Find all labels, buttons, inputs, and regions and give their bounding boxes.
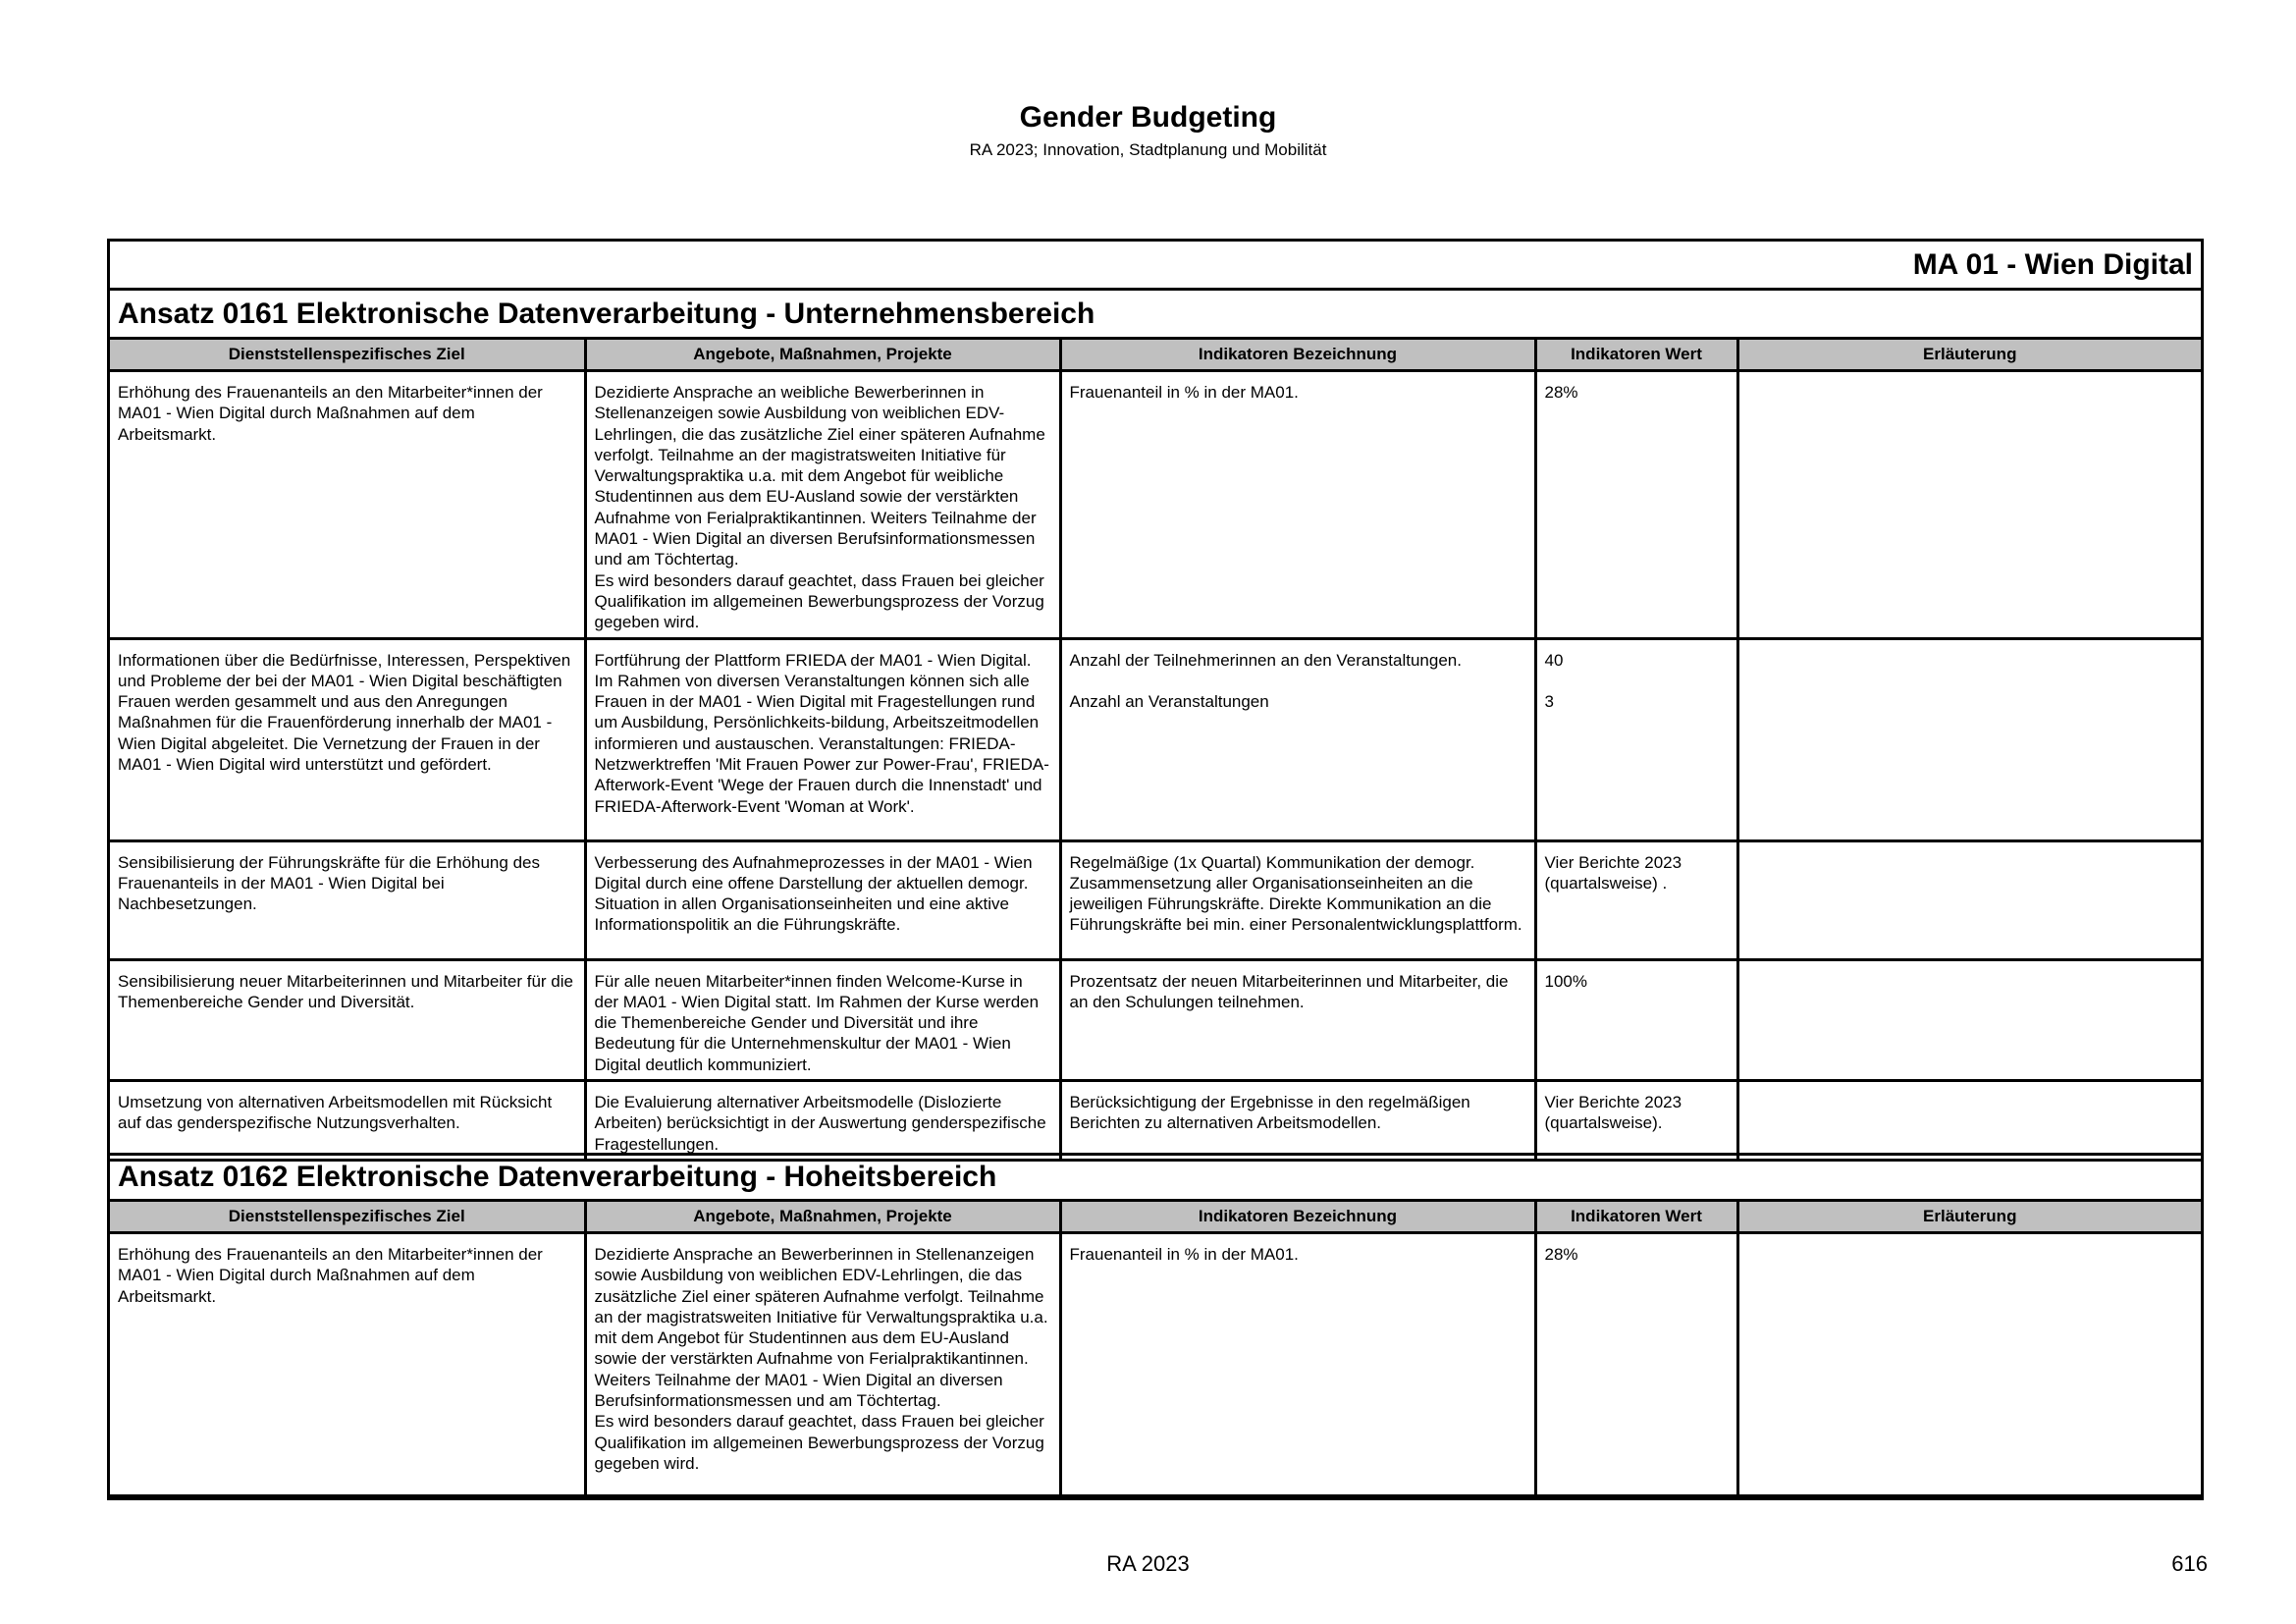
table-row xyxy=(110,638,2201,840)
wert-cell: Vier Berichte 2023 (quartalsweise). xyxy=(1535,1081,1737,1161)
column-header: Dienststellenspezifisches Ziel xyxy=(110,1202,585,1233)
page-title: Gender Budgeting xyxy=(1019,101,1277,134)
table-row xyxy=(110,1233,2201,1496)
indikator-cell: Anzahl der Teilnehmerinnen an den Veranstaltungen. Anzahl an Veranstaltungen xyxy=(1060,638,1535,840)
section-title: Ansatz 0161 Elektronische Datenverarbeitung - Unternehmensbereich xyxy=(110,291,2201,340)
erlaeuterung-cell xyxy=(1737,1081,2201,1161)
ziel-cell: Sensibilisierung neuer Mitarbeiterinnen und Mitarbeiter für die Themenbereiche Gender und Diversität. xyxy=(110,959,585,1080)
table-header-row xyxy=(110,340,2201,371)
wert-cell: 28% xyxy=(1535,371,1737,639)
section-0161 xyxy=(107,239,2204,1162)
gender-budget-table xyxy=(110,1202,2201,1497)
section-title: Ansatz 0162 Elektronische Datenverarbeitung - Hoheitsbereich xyxy=(110,1153,2201,1202)
department-title: MA 01 - Wien Digital xyxy=(110,242,2201,291)
ziel-cell: Erhöhung des Frauenanteils an den Mitarbeiter*innen der MA01 - Wien Digital durch Maßnahmen auf dem Arbeitsmarkt. xyxy=(110,1233,585,1496)
indikator-cell: Prozentsatz der neuen Mitarbeiterinnen und Mitarbeiter, die an den Schulungen teilnehmen. xyxy=(1060,959,1535,1080)
table-row xyxy=(110,371,2201,639)
erlaeuterung-cell xyxy=(1737,1233,2201,1496)
table-row xyxy=(110,959,2201,1080)
wert-cell: 28% xyxy=(1535,1233,1737,1496)
page-number: 616 xyxy=(2171,1551,2208,1576)
massnahmen-cell: Verbesserung des Aufnahmeprozesses in der MA01 - Wien Digital durch eine offene Darstellung der aktuellen demogr. Situation in allen Organisationseinheiten und eine aktive Informationspolitik an die Führungskräfte. xyxy=(585,840,1060,959)
indikator-cell: Frauenanteil in % in der MA01. xyxy=(1060,1233,1535,1496)
footer-label: RA 2023 xyxy=(1106,1551,1190,1576)
erlaeuterung-cell xyxy=(1737,638,2201,840)
wert-cell: 100% xyxy=(1535,959,1737,1080)
ziel-cell: Erhöhung des Frauenanteils an den Mitarbeiter*innen der MA01 - Wien Digital durch Maßnahmen auf dem Arbeitsmarkt. xyxy=(110,371,585,639)
indikator-cell: Berücksichtigung der Ergebnisse in den regelmäßigen Berichten zu alternativen Arbeitsmodellen. xyxy=(1060,1081,1535,1161)
ziel-cell: Umsetzung von alternativen Arbeitsmodellen mit Rücksicht auf das genderspezifische Nutzungsverhalten. xyxy=(110,1081,585,1161)
section-0162 xyxy=(107,1153,2204,1500)
massnahmen-cell: Dezidierte Ansprache an weibliche Bewerberinnen in Stellenanzeigen sowie Ausbildung von weiblichen EDV-Lehrlingen, die das zusätzliche Ziel einer späteren Aufnahme verfolgt. Teilnahme an der magistratsweiten Initiative für Verwaltungspraktika u.a. mit dem Angebot für weibliche Studentinnen aus dem EU-Ausland sowie der verstärkten Aufnahme von Ferialpraktikantinnen. Weiters Teilnahme der MA01 - Wien Digital an diversen Berufsinformationsmessen und am Töchtertag. Es wird besonders darauf geachtet, dass Frauen bei gleicher Qualifikation im allgemeinen Bewerbungsprozess der Vorzug gegeben wird. xyxy=(585,371,1060,639)
indikator-cell: Frauenanteil in % in der MA01. xyxy=(1060,371,1535,639)
massnahmen-cell: Fortführung der Plattform FRIEDA der MA01 - Wien Digital. Im Rahmen von diversen Veranstaltungen können sich alle Frauen in der MA01 - Wien Digital mit Fragestellungen rund um Ausbildung, Persönlichkeits-bildung, Arbeitszeitmodellen informieren und austauschen. Veranstaltungen: FRIEDA-Netzwerktreffen 'Mit Frauen Power zur Power-Frau', FRIEDA-Afterwork-Event 'Wege der Frauen durch die Innenstadt' und FRIEDA-Afterwork-Event 'Woman at Work'. xyxy=(585,638,1060,840)
column-header: Angebote, Maßnahmen, Projekte xyxy=(585,340,1060,371)
column-header: Indikatoren Bezeichnung xyxy=(1060,1202,1535,1233)
ziel-cell: Sensibilisierung der Führungskräfte für die Erhöhung des Frauenanteils in der MA01 - Wien Digital bei Nachbesetzungen. xyxy=(110,840,585,959)
table-row xyxy=(110,840,2201,959)
column-header: Dienststellenspezifisches Ziel xyxy=(110,340,585,371)
massnahmen-cell: Für alle neuen Mitarbeiter*innen finden Welcome-Kurse in der MA01 - Wien Digital statt. Im Rahmen der Kurse werden die Themenbereiche Gender und Diversität und ihre Bedeutung für die Unternehmenskultur der MA01 - Wien Digital deutlich kommuniziert. xyxy=(585,959,1060,1080)
gender-budget-table xyxy=(110,340,2201,1162)
column-header: Erläuterung xyxy=(1737,1202,2201,1233)
table-header-row xyxy=(110,1202,2201,1233)
column-header: Indikatoren Bezeichnung xyxy=(1060,340,1535,371)
indikator-cell: Regelmäßige (1x Quartal) Kommunikation der demogr. Zusammensetzung aller Organisationseinheiten an die jeweiligen Führungskräfte. Direkte Kommunikation an die Führungskräfte bei min. einer Personalentwicklungsplattform. xyxy=(1060,840,1535,959)
column-header: Erläuterung xyxy=(1737,340,2201,371)
page-subtitle: RA 2023; Innovation, Stadtplanung und Mobilität xyxy=(969,140,1327,159)
column-header: Angebote, Maßnahmen, Projekte xyxy=(585,1202,1060,1233)
wert-cell: 40 3 xyxy=(1535,638,1737,840)
erlaeuterung-cell xyxy=(1737,959,2201,1080)
erlaeuterung-cell xyxy=(1737,371,2201,639)
massnahmen-cell: Die Evaluierung alternativer Arbeitsmodelle (Dislozierte Arbeiten) berücksichtigt in der Auswertung genderspezifische Fragestellungen. xyxy=(585,1081,1060,1161)
erlaeuterung-cell xyxy=(1737,840,2201,959)
ziel-cell: Informationen über die Bedürfnisse, Interessen, Perspektiven und Probleme der bei der MA01 - Wien Digital beschäftigten Frauen werden gesammelt und aus den Anregungen Maßnahmen für die Frauenförderung innerhalb der MA01 - Wien Digital abgeleitet. Die Vernetzung der Frauen in der MA01 - Wien Digital wird unterstützt und gefördert. xyxy=(110,638,585,840)
column-header: Indikatoren Wert xyxy=(1535,340,1737,371)
column-header: Indikatoren Wert xyxy=(1535,1202,1737,1233)
massnahmen-cell: Dezidierte Ansprache an Bewerberinnen in Stellenanzeigen sowie Ausbildung von weiblichen EDV-Lehrlingen, die das zusätzliche Ziel einer späteren Aufnahme verfolgt. Teilnahme an der magistratsweiten Initiative für Verwaltungspraktika u.a. mit dem Angebot für Studentinnen aus dem EU-Ausland sowie der verstärkten Aufnahme von Ferialpraktikantinnen. Weiters Teilnahme der MA01 - Wien Digital an diversen Berufsinformationsmessen und am Töchtertag. Es wird besonders darauf geachtet, dass Frauen bei gleicher Qualifikation im allgemeinen Bewerbungsprozess der Vorzug gegeben wird. xyxy=(585,1233,1060,1496)
table-row xyxy=(110,1081,2201,1161)
wert-cell: Vier Berichte 2023 (quartalsweise) . xyxy=(1535,840,1737,959)
